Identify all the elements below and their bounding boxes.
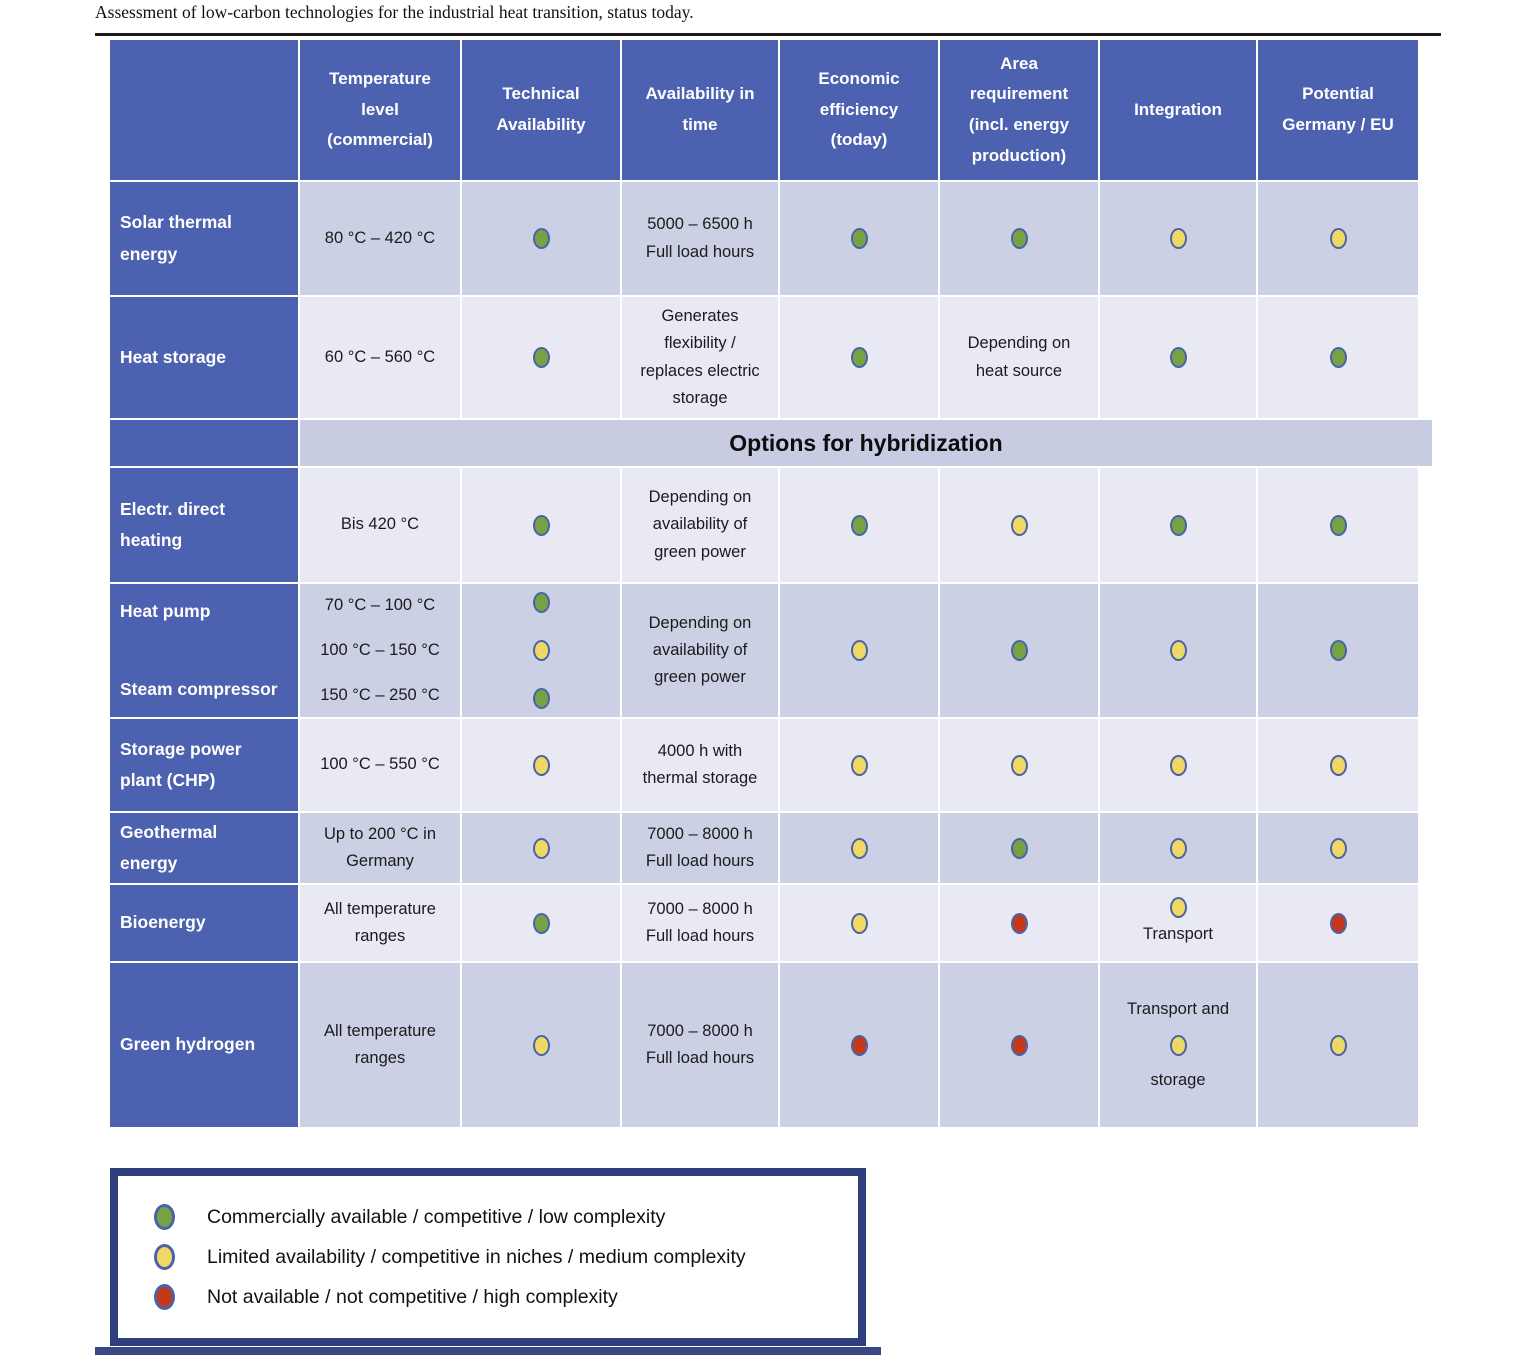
yellow-status-dot: [1011, 755, 1028, 776]
legend-label-green: Commercially available / competitive / low complexity: [207, 1205, 666, 1228]
text-line: Bioenergy: [120, 912, 206, 933]
table-row-heat-pump-steam-compressor: [110, 584, 1432, 717]
yellow-status-dot: [1330, 755, 1347, 776]
text-line: 70 °C – 100 °C: [324, 596, 436, 614]
cell-geothermal-energy-2: [622, 813, 778, 883]
green-status-dot: [154, 1204, 175, 1230]
table-row-electr-direct-heating: [110, 468, 1432, 582]
cell-heat-storage-3: [780, 297, 938, 418]
cell-green-hydrogen-4: [940, 963, 1098, 1127]
text-line: 7000 – 8000 h: [647, 899, 753, 918]
row-header-green-hydrogen: [110, 963, 298, 1127]
cell-heat-storage-5: [1100, 297, 1256, 418]
text-line: Bis 420 °C: [340, 515, 420, 534]
cell-storage-power-plant-chp-4: [940, 719, 1098, 811]
green-status-dot: [533, 592, 550, 613]
text-line: Generates: [661, 307, 739, 326]
yellow-status-dot: [533, 640, 550, 661]
cell-bioenergy-1: [462, 885, 620, 961]
cell-storage-power-plant-chp-3: [780, 719, 938, 811]
hybridization-banner-cell: [300, 420, 1432, 466]
cell-heat-pump-steam-compressor-2: [622, 584, 778, 717]
text-line: 5000 – 6500 h: [647, 215, 753, 234]
text-line: 80 °C – 420 °C: [324, 228, 436, 247]
cell-storage-power-plant-chp-2: [622, 719, 778, 811]
row-header-geothermal-energy: [110, 813, 298, 883]
text-line: ranges: [354, 927, 406, 945]
yellow-status-dot: [1170, 640, 1187, 661]
text-line: Economic: [818, 69, 900, 89]
cell-green-hydrogen-6: [1258, 963, 1418, 1127]
text-line: Steam compressor: [120, 678, 278, 699]
cell-electr-direct-heating-2: [622, 468, 778, 582]
cell-geothermal-energy-1: [462, 813, 620, 883]
text-line: (commercial): [327, 130, 433, 150]
green-status-dot: [533, 515, 550, 536]
table-caption: Assessment of low-carbon technologies for the industrial heat transition, status today.: [95, 2, 694, 22]
text-line: Full load hours: [645, 242, 755, 261]
text-line: 100 °C – 150 °C: [320, 640, 440, 659]
legend-label-red: Not available / not competitive / high complexity: [207, 1285, 618, 1308]
text-line: Storage power: [120, 738, 242, 759]
cell-storage-power-plant-chp-1: [462, 719, 620, 811]
text-line: storage: [672, 388, 728, 407]
column-header-5: [940, 40, 1098, 180]
text-line: Integration: [1134, 99, 1222, 119]
cell-bioenergy-5: [1100, 885, 1256, 961]
yellow-status-dot: [851, 755, 868, 776]
text-line: Germany / EU: [1282, 115, 1394, 134]
row-header-bioenergy: [110, 885, 298, 961]
cell-solar-thermal-energy-0: [300, 182, 460, 295]
cell-bioenergy-0: [300, 885, 460, 961]
table-row-storage-power-plant-chp: [110, 719, 1432, 811]
text-line: Depending on: [648, 613, 752, 632]
cell-green-hydrogen-0: [300, 963, 460, 1127]
yellow-status-dot: [533, 1035, 550, 1056]
row-header-storage-power-plant-chp: [110, 719, 298, 811]
cell-geothermal-energy-3: [780, 813, 938, 883]
row-header-hybridization-banner: [110, 420, 298, 466]
text-line: energy: [120, 853, 178, 873]
text-line: thermal storage: [642, 769, 758, 787]
green-status-dot: [1330, 515, 1347, 536]
cell-heat-storage-1: [462, 297, 620, 418]
text-line: All temperature: [324, 899, 436, 918]
cell-geothermal-energy-5: [1100, 813, 1256, 883]
yellow-status-dot: [1170, 897, 1187, 918]
column-header-3: [622, 40, 778, 180]
text-line: Full load hours: [645, 927, 755, 945]
row-header-electr-direct-heating: [110, 468, 298, 582]
cell-solar-thermal-energy-1: [462, 182, 620, 295]
text-line: replaces electric: [640, 361, 760, 380]
legend-box: [110, 1168, 866, 1346]
cell-heat-pump-steam-compressor-0: [300, 584, 460, 717]
table-row-hybridization-banner: [110, 420, 1432, 466]
text-line: green power: [654, 542, 746, 561]
cell-heat-pump-steam-compressor-5: [1100, 584, 1256, 717]
green-status-dot: [1170, 347, 1187, 368]
text-line: (incl. energy: [968, 115, 1070, 134]
cell-solar-thermal-energy-2: [622, 182, 778, 295]
legend-label-yellow: Limited availability / competitive in niches / medium complexity: [207, 1245, 746, 1268]
row-header-heat-pump-steam-compressor: [110, 584, 298, 717]
green-status-dot: [851, 515, 868, 536]
text-line: 60 °C – 560 °C: [324, 347, 436, 366]
text-line: Depending on: [967, 334, 1071, 353]
cell-bioenergy-6: [1258, 885, 1418, 961]
text-line: 150 °C – 250 °C: [320, 685, 440, 704]
text-line: Up to 200 °C in: [323, 824, 437, 843]
text-line: Geothermal: [120, 821, 218, 842]
green-status-dot: [533, 228, 550, 249]
text-line: Heat storage: [120, 346, 227, 367]
cell-heat-pump-steam-compressor-4: [940, 584, 1098, 717]
text-line: production): [971, 145, 1067, 165]
cell-heat-pump-steam-compressor-3: [780, 584, 938, 717]
green-status-dot: [533, 913, 550, 934]
column-header-4: [780, 40, 938, 180]
text-line: All temperature: [324, 1021, 436, 1040]
text-line: energy: [120, 243, 178, 264]
cell-green-hydrogen-2: [622, 963, 778, 1127]
assessment-table: [110, 40, 1432, 1127]
table-row-heat-storage: [110, 297, 1432, 418]
text-line: Temperature: [329, 69, 431, 89]
text-line: level: [361, 99, 399, 119]
dot-label-above: Transport and: [1126, 1000, 1230, 1019]
cell-heat-pump-steam-compressor-6: [1258, 584, 1418, 717]
green-status-dot: [851, 228, 868, 249]
text-line: requirement: [969, 84, 1069, 104]
yellow-status-dot: [1170, 228, 1187, 249]
column-header-7: [1258, 40, 1418, 180]
text-line: Heat pump: [120, 601, 211, 621]
cell-storage-power-plant-chp-0: [300, 719, 460, 811]
table-row-solar-thermal-energy: [110, 182, 1432, 295]
yellow-status-dot: [851, 913, 868, 934]
text-line: Full load hours: [645, 852, 755, 870]
yellow-status-dot: [1330, 228, 1347, 249]
green-status-dot: [1330, 347, 1347, 368]
yellow-status-dot: [851, 640, 868, 661]
cell-electr-direct-heating-0: [300, 468, 460, 582]
cell-green-hydrogen-5: [1100, 963, 1256, 1127]
text-line: (today): [830, 130, 888, 150]
cell-heat-storage-0: [300, 297, 460, 418]
legend-item-yellow: [154, 1244, 858, 1270]
green-status-dot: [1330, 640, 1347, 661]
green-status-dot: [1170, 515, 1187, 536]
text-line: efficiency: [819, 99, 899, 119]
cell-electr-direct-heating-4: [940, 468, 1098, 582]
cell-geothermal-energy-0: [300, 813, 460, 883]
table-row-bioenergy: [110, 885, 1432, 961]
cell-electr-direct-heating-5: [1100, 468, 1256, 582]
hybridization-banner-title: Options for hybridization: [729, 429, 1003, 456]
legend-item-red: [154, 1284, 858, 1310]
text-line: Green hydrogen: [120, 1034, 256, 1055]
text-line: flexibility /: [664, 334, 736, 353]
cell-storage-power-plant-chp-5: [1100, 719, 1256, 811]
cell-electr-direct-heating-1: [462, 468, 620, 582]
cell-solar-thermal-energy-6: [1258, 182, 1418, 295]
cell-green-hydrogen-1: [462, 963, 620, 1127]
text-line: Solar thermal: [120, 212, 232, 232]
cell-heat-storage-2: [622, 297, 778, 418]
cell-solar-thermal-energy-4: [940, 182, 1098, 295]
red-status-dot: [154, 1284, 175, 1310]
red-status-dot: [1011, 913, 1028, 934]
green-status-dot: [1011, 640, 1028, 661]
text-line: green power: [654, 668, 746, 687]
text-line: availability of: [652, 515, 748, 534]
text-line: Electr. direct: [120, 498, 226, 519]
cell-green-hydrogen-3: [780, 963, 938, 1127]
cell-bioenergy-4: [940, 885, 1098, 961]
cell-heat-storage-6: [1258, 297, 1418, 418]
cell-bioenergy-2: [622, 885, 778, 961]
table-header-row: [110, 40, 1432, 180]
cell-solar-thermal-energy-3: [780, 182, 938, 295]
text-line: 100 °C – 550 °C: [320, 755, 440, 774]
yellow-status-dot: [1330, 838, 1347, 859]
yellow-status-dot: [1170, 755, 1187, 776]
yellow-status-dot: [533, 838, 550, 859]
yellow-status-dot: [533, 755, 550, 776]
green-status-dot: [533, 347, 550, 368]
text-line: Depending on: [648, 488, 752, 507]
red-status-dot: [1330, 913, 1347, 934]
yellow-status-dot: [1170, 838, 1187, 859]
corner-cell: [110, 40, 298, 180]
cell-bioenergy-3: [780, 885, 938, 961]
red-status-dot: [1011, 1035, 1028, 1056]
yellow-status-dot: [1170, 1035, 1187, 1056]
text-line: Area: [1000, 53, 1038, 73]
row-header-solar-thermal-energy: [110, 182, 298, 295]
cell-geothermal-energy-6: [1258, 813, 1418, 883]
green-status-dot: [533, 688, 550, 709]
text-line: Potential: [1302, 84, 1374, 104]
cell-electr-direct-heating-6: [1258, 468, 1418, 582]
text-line: 4000 h with: [657, 741, 743, 760]
text-line: time: [682, 115, 718, 134]
text-line: heat source: [975, 361, 1063, 380]
text-line: Availability in: [645, 84, 755, 104]
text-line: ranges: [354, 1049, 406, 1067]
cell-heat-storage-4: [940, 297, 1098, 418]
text-line: plant (CHP): [120, 770, 216, 790]
text-line: availability of: [652, 640, 748, 659]
text-line: Germany: [346, 852, 414, 870]
green-status-dot: [851, 347, 868, 368]
table-row-geothermal-energy: [110, 813, 1432, 883]
text-line: Full load hours: [645, 1049, 755, 1067]
cell-geothermal-energy-4: [940, 813, 1098, 883]
dot-label-below: Transport: [1143, 925, 1213, 944]
column-header-6: [1100, 40, 1256, 180]
green-status-dot: [1011, 228, 1028, 249]
cell-electr-direct-heating-3: [780, 468, 938, 582]
text-line: 7000 – 8000 h: [647, 824, 753, 843]
text-line: Availability: [496, 115, 586, 134]
column-header-1: [300, 40, 460, 180]
text-line: 7000 – 8000 h: [647, 1021, 753, 1040]
column-header-2: [462, 40, 620, 180]
yellow-status-dot: [851, 838, 868, 859]
yellow-status-dot: [154, 1244, 175, 1270]
bottom-strip: [95, 1347, 881, 1355]
caption-rule: [95, 33, 1441, 36]
yellow-status-dot: [1330, 1035, 1347, 1056]
text-line: heating: [120, 530, 183, 550]
dot-label-below: storage: [1150, 1070, 1206, 1089]
green-status-dot: [1011, 838, 1028, 859]
text-line: Technical: [502, 84, 580, 104]
cell-heat-pump-steam-compressor-1: [462, 584, 620, 717]
cell-solar-thermal-energy-5: [1100, 182, 1256, 295]
cell-storage-power-plant-chp-6: [1258, 719, 1418, 811]
legend-item-green: [154, 1204, 858, 1230]
table-row-green-hydrogen: [110, 963, 1432, 1127]
yellow-status-dot: [1011, 515, 1028, 536]
row-header-heat-storage: [110, 297, 298, 418]
red-status-dot: [851, 1035, 868, 1056]
